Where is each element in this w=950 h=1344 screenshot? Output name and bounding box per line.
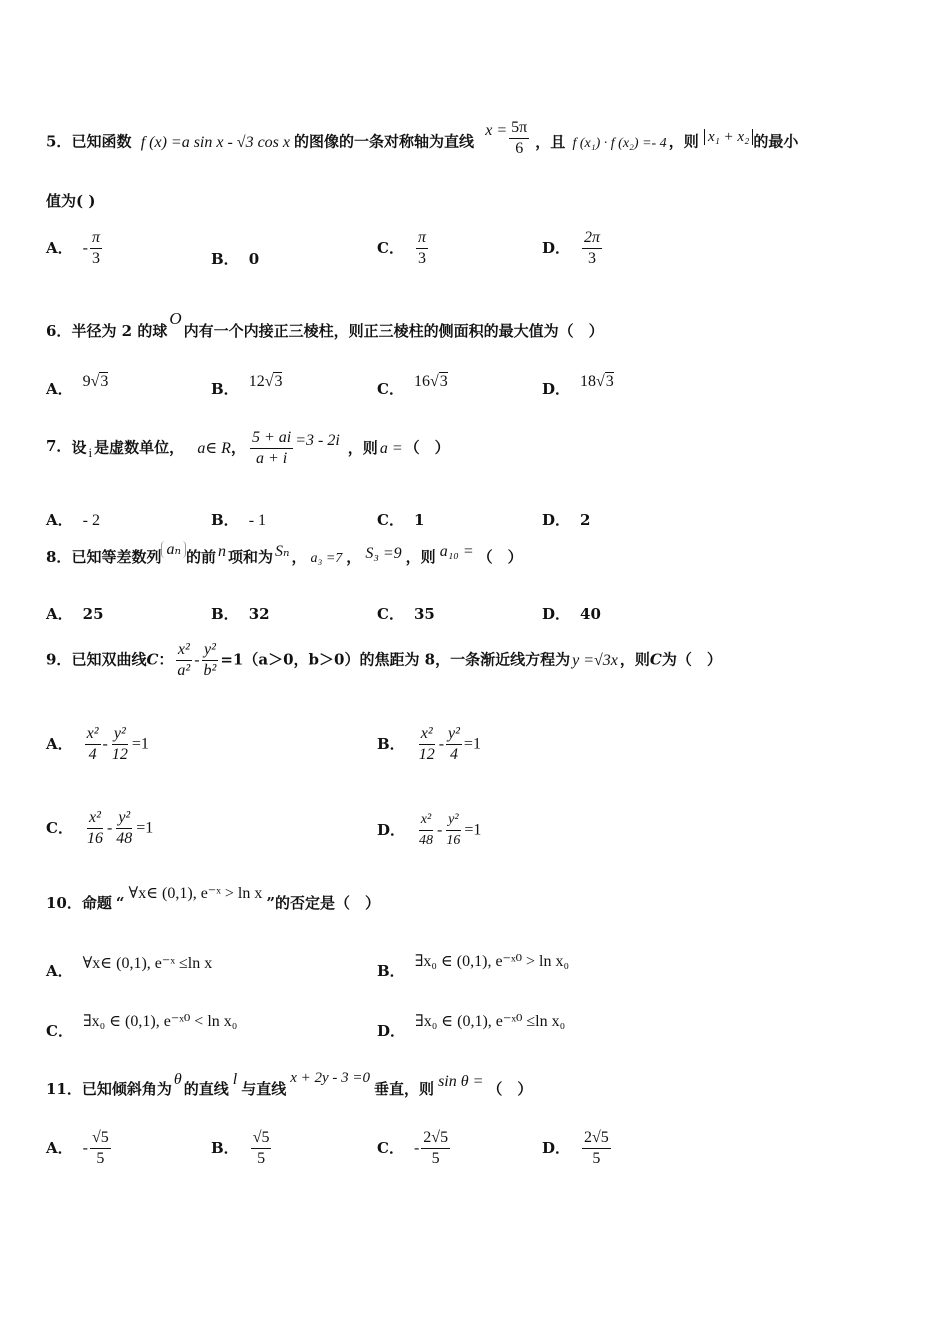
q11-option-c[interactable] bbox=[377, 1128, 452, 1169]
frac-y bbox=[446, 724, 462, 765]
option-label: A． bbox=[46, 962, 73, 980]
minus-sign: - bbox=[106, 819, 113, 837]
frac-den: 5 bbox=[592, 1150, 601, 1167]
option-fraction bbox=[251, 1128, 272, 1169]
q5-text-2: 的图像的一条对称轴为直线 bbox=[294, 132, 475, 151]
comma: ， bbox=[291, 548, 307, 566]
frac-den: 5 bbox=[257, 1150, 266, 1167]
complex-fraction bbox=[250, 428, 293, 469]
option-text: 40 bbox=[580, 605, 601, 623]
option-label: C． bbox=[46, 1022, 73, 1040]
option-text: 0 bbox=[248, 250, 260, 268]
frac-num: y² bbox=[202, 640, 218, 661]
q5-option-a[interactable] bbox=[46, 228, 104, 269]
radicand: 3 bbox=[274, 373, 283, 390]
q9-option-c[interactable] bbox=[46, 808, 153, 849]
question-11-stem bbox=[46, 1070, 533, 1099]
q9-option-d[interactable] bbox=[377, 810, 481, 851]
option-text: 32 bbox=[248, 605, 270, 623]
q5-text-4: ，则 bbox=[668, 132, 699, 151]
proposition: ∀x∈ (0,1), e⁻ˣ > ln x bbox=[128, 885, 263, 902]
frac-den: 48 bbox=[419, 833, 434, 848]
q7-text-3: ，则 bbox=[347, 438, 378, 457]
option-label: C． bbox=[377, 238, 404, 257]
q10-option-d[interactable] bbox=[377, 1010, 566, 1040]
q8-option-b[interactable] bbox=[211, 603, 270, 624]
frac-den: 48 bbox=[116, 830, 133, 847]
q11-option-d[interactable] bbox=[542, 1128, 613, 1169]
frac-y bbox=[114, 808, 134, 849]
frac-den: 16 bbox=[446, 833, 461, 848]
q7-text-1: 设 bbox=[71, 438, 87, 457]
line-l: l bbox=[232, 1071, 238, 1088]
option-label: C． bbox=[377, 1138, 404, 1157]
option-label: C． bbox=[377, 511, 404, 529]
seq-term: aₙ bbox=[166, 541, 181, 558]
abs-expression: x₁ + x₂ bbox=[704, 129, 753, 145]
frac-num: π bbox=[416, 228, 428, 249]
option-label: D． bbox=[542, 511, 571, 529]
n-var: n bbox=[217, 543, 226, 560]
line-equation: x + 2y - 3 =0 bbox=[290, 1070, 371, 1086]
question-10-stem bbox=[46, 885, 380, 913]
option-label: A． bbox=[46, 1138, 73, 1157]
option-fraction bbox=[90, 1128, 111, 1169]
frac-den: 12 bbox=[111, 746, 128, 763]
q7-text-2: 是虚数单位， bbox=[94, 438, 185, 457]
question-number: 10． bbox=[46, 894, 82, 912]
option-sign: - bbox=[82, 239, 88, 257]
q5-text-3: ，且 bbox=[535, 132, 566, 151]
q11-option-b[interactable] bbox=[211, 1128, 273, 1169]
q5-text-1: 已知函数 bbox=[71, 132, 132, 151]
q8-text-2: 的前 bbox=[185, 548, 216, 566]
question-9-stem bbox=[46, 640, 722, 681]
frac-num: 5 + ai bbox=[250, 428, 293, 449]
option-fraction bbox=[582, 1128, 611, 1169]
option-text: 25 bbox=[82, 605, 104, 623]
frac-num: y² bbox=[446, 724, 462, 745]
frac-den: 12 bbox=[418, 746, 435, 763]
option-label: B． bbox=[211, 511, 239, 529]
q11-text-1: 已知倾斜角为 bbox=[81, 1080, 172, 1098]
q10-option-a[interactable] bbox=[46, 952, 213, 980]
q7-option-a[interactable] bbox=[46, 509, 100, 530]
sphere-label: O bbox=[169, 309, 182, 328]
option-text: ∀x∈ (0,1), e⁻ˣ ≤ln x bbox=[82, 955, 213, 972]
q8-text-5: （ ） bbox=[477, 548, 523, 566]
option-fraction bbox=[90, 228, 102, 269]
sequence-braces bbox=[161, 541, 185, 558]
option-label: D． bbox=[542, 380, 571, 398]
frac-num: x² bbox=[85, 724, 101, 745]
frac-den: 16 bbox=[86, 830, 103, 847]
option-sign: - bbox=[413, 1139, 420, 1157]
frac-x bbox=[85, 724, 101, 765]
frac-den: a + i bbox=[255, 450, 288, 467]
coef: 18 bbox=[580, 373, 597, 390]
a3: a₃ =7 bbox=[310, 551, 343, 566]
option-label: D． bbox=[542, 1138, 571, 1157]
frac-x bbox=[85, 808, 105, 849]
option-text: 1 bbox=[413, 511, 425, 529]
q8-text-1: 已知等差数列 bbox=[71, 548, 162, 566]
frac-num: √5 bbox=[90, 1128, 111, 1149]
a10: a₁₀ = bbox=[439, 543, 474, 560]
frac-y bbox=[444, 810, 462, 851]
option-label: A． bbox=[46, 380, 73, 398]
question-7-stem bbox=[46, 428, 450, 469]
frac-den: 4 bbox=[449, 746, 458, 763]
q11-text-5: （ ） bbox=[487, 1080, 533, 1098]
asymptote: y =√3x bbox=[572, 651, 618, 669]
frac-x bbox=[417, 724, 437, 765]
frac-num: 2√5 bbox=[421, 1128, 450, 1149]
option-fraction bbox=[421, 1128, 450, 1169]
coef: 12 bbox=[248, 373, 265, 390]
curve-C: C bbox=[649, 650, 662, 669]
option-fraction bbox=[582, 228, 602, 269]
frac-num: π bbox=[90, 228, 102, 249]
frac-num: x² bbox=[419, 810, 433, 831]
coef: 16 bbox=[413, 373, 430, 390]
minus-sign: - bbox=[438, 735, 445, 753]
eq-one: =1 bbox=[464, 821, 482, 839]
q11-text-3: 与直线 bbox=[241, 1080, 287, 1098]
radicand: 3 bbox=[605, 373, 614, 390]
option-label: B． bbox=[377, 962, 405, 980]
radicand: 3 bbox=[100, 373, 109, 390]
question-5-stem bbox=[46, 119, 799, 163]
option-fraction bbox=[416, 228, 428, 269]
q7-option-b[interactable] bbox=[211, 509, 266, 530]
option-label: D． bbox=[542, 238, 571, 257]
q8-option-a[interactable] bbox=[46, 603, 104, 624]
q11-text-2: 的直线 bbox=[183, 1080, 229, 1098]
q6-option-c[interactable]: C． 16√3 bbox=[377, 373, 448, 398]
frac-den: 5 bbox=[431, 1150, 440, 1167]
question-number: 8． bbox=[46, 548, 72, 566]
option-sign: - bbox=[82, 1139, 88, 1157]
close-quote: ” bbox=[266, 894, 275, 912]
question-number: 9． bbox=[46, 650, 72, 669]
q7-option-d[interactable] bbox=[542, 509, 590, 530]
q5-option-d[interactable] bbox=[542, 228, 604, 269]
q8-text-3: 项和为 bbox=[227, 548, 273, 566]
q10-option-c[interactable] bbox=[46, 1010, 238, 1040]
q8-option-c[interactable] bbox=[377, 603, 435, 624]
option-label: A． bbox=[46, 734, 73, 753]
eq-one: =1 bbox=[131, 735, 149, 753]
q9-option-a[interactable] bbox=[46, 724, 149, 765]
frac-num: √5 bbox=[251, 1128, 272, 1149]
q9-text-4: 为（ ） bbox=[661, 650, 722, 669]
q6-text-2: 内有一个内接正三棱柱，则正三棱柱的侧面积的最大值为（ ） bbox=[183, 322, 604, 340]
option-text: 35 bbox=[413, 605, 435, 623]
option-label: D． bbox=[377, 1022, 406, 1040]
frac-num: x² bbox=[176, 640, 192, 661]
frac-den: 3 bbox=[588, 250, 597, 267]
colon: ： bbox=[158, 650, 174, 669]
q5-option-c[interactable] bbox=[377, 228, 430, 269]
axis-num: 5π bbox=[509, 118, 529, 139]
q9-text-1: 已知双曲线 bbox=[71, 650, 147, 669]
frac-num: 2π bbox=[582, 228, 602, 249]
option-label: B． bbox=[211, 380, 239, 398]
frac-y bbox=[110, 724, 130, 765]
minus-sign: - bbox=[437, 821, 443, 839]
option-text: ∃x₀ ∈ (0,1), e⁻ˣ⁰ > ln x₀ bbox=[414, 953, 570, 970]
q6-option-a[interactable]: A． 9√3 bbox=[46, 373, 109, 398]
frac-den: 4 bbox=[88, 746, 97, 763]
frac-num: 2√5 bbox=[582, 1128, 611, 1149]
axis-lhs: x = bbox=[485, 121, 508, 139]
option-label: A． bbox=[46, 511, 73, 529]
S3: S₃ =9 bbox=[365, 545, 402, 562]
q8-option-d[interactable] bbox=[542, 603, 601, 624]
a-in-R: a∈ R bbox=[197, 439, 231, 457]
eq-one: =1 bbox=[136, 819, 154, 837]
frac-num: y² bbox=[116, 808, 132, 829]
frac-x bbox=[417, 810, 435, 851]
hyperbola-frac-2 bbox=[202, 640, 219, 681]
function-expression: f (x) =a sin x - √3 cos x bbox=[140, 133, 290, 151]
option-label: B． bbox=[377, 734, 405, 753]
question-number: 6． bbox=[46, 322, 72, 340]
option-label: B． bbox=[211, 1138, 239, 1157]
a-eq: a = bbox=[379, 439, 403, 457]
eq-one: =1 bbox=[463, 735, 481, 753]
option-label: C． bbox=[46, 818, 73, 837]
radicand: 3 bbox=[439, 373, 448, 390]
option-text: ∃x₀ ∈ (0,1), e⁻ˣ⁰ ≤ln x₀ bbox=[415, 1013, 566, 1030]
hyperbola-frac-1 bbox=[175, 640, 192, 681]
coef: 9 bbox=[82, 373, 91, 390]
question-8-stem bbox=[46, 541, 523, 567]
question-6-stem bbox=[46, 309, 604, 341]
q10-text-2: 的否定是（ ） bbox=[274, 894, 380, 912]
question-number: 7． bbox=[46, 436, 72, 455]
q6-option-b[interactable]: B． 12√3 bbox=[211, 373, 283, 398]
q7-option-c[interactable] bbox=[377, 509, 424, 530]
option-label: B． bbox=[211, 605, 239, 623]
option-text: ∃x₀ ∈ (0,1), e⁻ˣ⁰ < ln x₀ bbox=[82, 1013, 238, 1030]
frac-den: b² bbox=[203, 662, 217, 679]
frac-den: 5 bbox=[96, 1150, 105, 1167]
q9-text-3: ，则 bbox=[619, 650, 650, 669]
q10-option-b[interactable] bbox=[377, 950, 570, 980]
q11-text-4: 垂直，则 bbox=[374, 1080, 435, 1098]
question-5-stem-cont: 值为( ) bbox=[46, 192, 96, 210]
curve-C: C bbox=[146, 650, 159, 669]
frac-num: y² bbox=[112, 724, 128, 745]
q11-option-a[interactable] bbox=[46, 1128, 113, 1169]
q9-option-b[interactable] bbox=[377, 724, 481, 765]
eq-one: =1 bbox=[220, 650, 244, 669]
option-text: - 1 bbox=[248, 512, 267, 529]
q8-text-4: ，则 bbox=[405, 548, 436, 566]
open-quote: “ bbox=[115, 894, 125, 912]
question-number: 5． bbox=[46, 132, 72, 151]
option-label: C． bbox=[377, 380, 404, 398]
option-text: - 2 bbox=[82, 512, 100, 529]
minus-sign: - bbox=[194, 651, 200, 669]
comma: ， bbox=[346, 548, 362, 566]
frac-num: x² bbox=[419, 724, 435, 745]
Sn: Sₙ bbox=[274, 543, 290, 560]
axis-den: 6 bbox=[515, 140, 524, 157]
option-text: 2 bbox=[580, 511, 591, 529]
axis-fraction bbox=[509, 118, 529, 159]
product-condition: f (x₁) · f (x₂) =- 4 bbox=[572, 135, 667, 151]
q5-option-b[interactable] bbox=[211, 248, 259, 269]
frac-num: y² bbox=[446, 810, 460, 831]
option-label: A． bbox=[46, 238, 73, 257]
option-label: A． bbox=[46, 605, 73, 623]
option-label: D． bbox=[377, 820, 406, 839]
q9-text-2: （a＞0，b＞0）的焦距为 8，一条渐近线方程为 bbox=[243, 650, 571, 669]
sin-theta: sin θ = bbox=[438, 1073, 484, 1090]
minus-sign: - bbox=[102, 735, 108, 753]
frac-den: 3 bbox=[417, 250, 426, 267]
q6-option-d[interactable]: D． 18√3 bbox=[542, 373, 614, 398]
rhs: =3 - 2i bbox=[295, 431, 340, 449]
option-label: D． bbox=[542, 605, 571, 623]
q10-text-1: 命题 bbox=[81, 894, 112, 912]
theta: θ bbox=[173, 1071, 182, 1088]
frac-num: x² bbox=[87, 808, 103, 829]
q5-text-5: 的最小 bbox=[753, 132, 799, 151]
option-label: C． bbox=[377, 605, 404, 623]
frac-den: a² bbox=[177, 662, 191, 679]
comma: ， bbox=[230, 438, 246, 457]
question-number: 11． bbox=[46, 1080, 82, 1098]
imag-unit: i bbox=[88, 444, 93, 460]
q7-text-4: （ ） bbox=[404, 438, 450, 457]
q6-text-1: 半径为 2 的球 bbox=[71, 322, 168, 340]
frac-den: 3 bbox=[91, 250, 100, 267]
option-label: B． bbox=[211, 250, 239, 268]
